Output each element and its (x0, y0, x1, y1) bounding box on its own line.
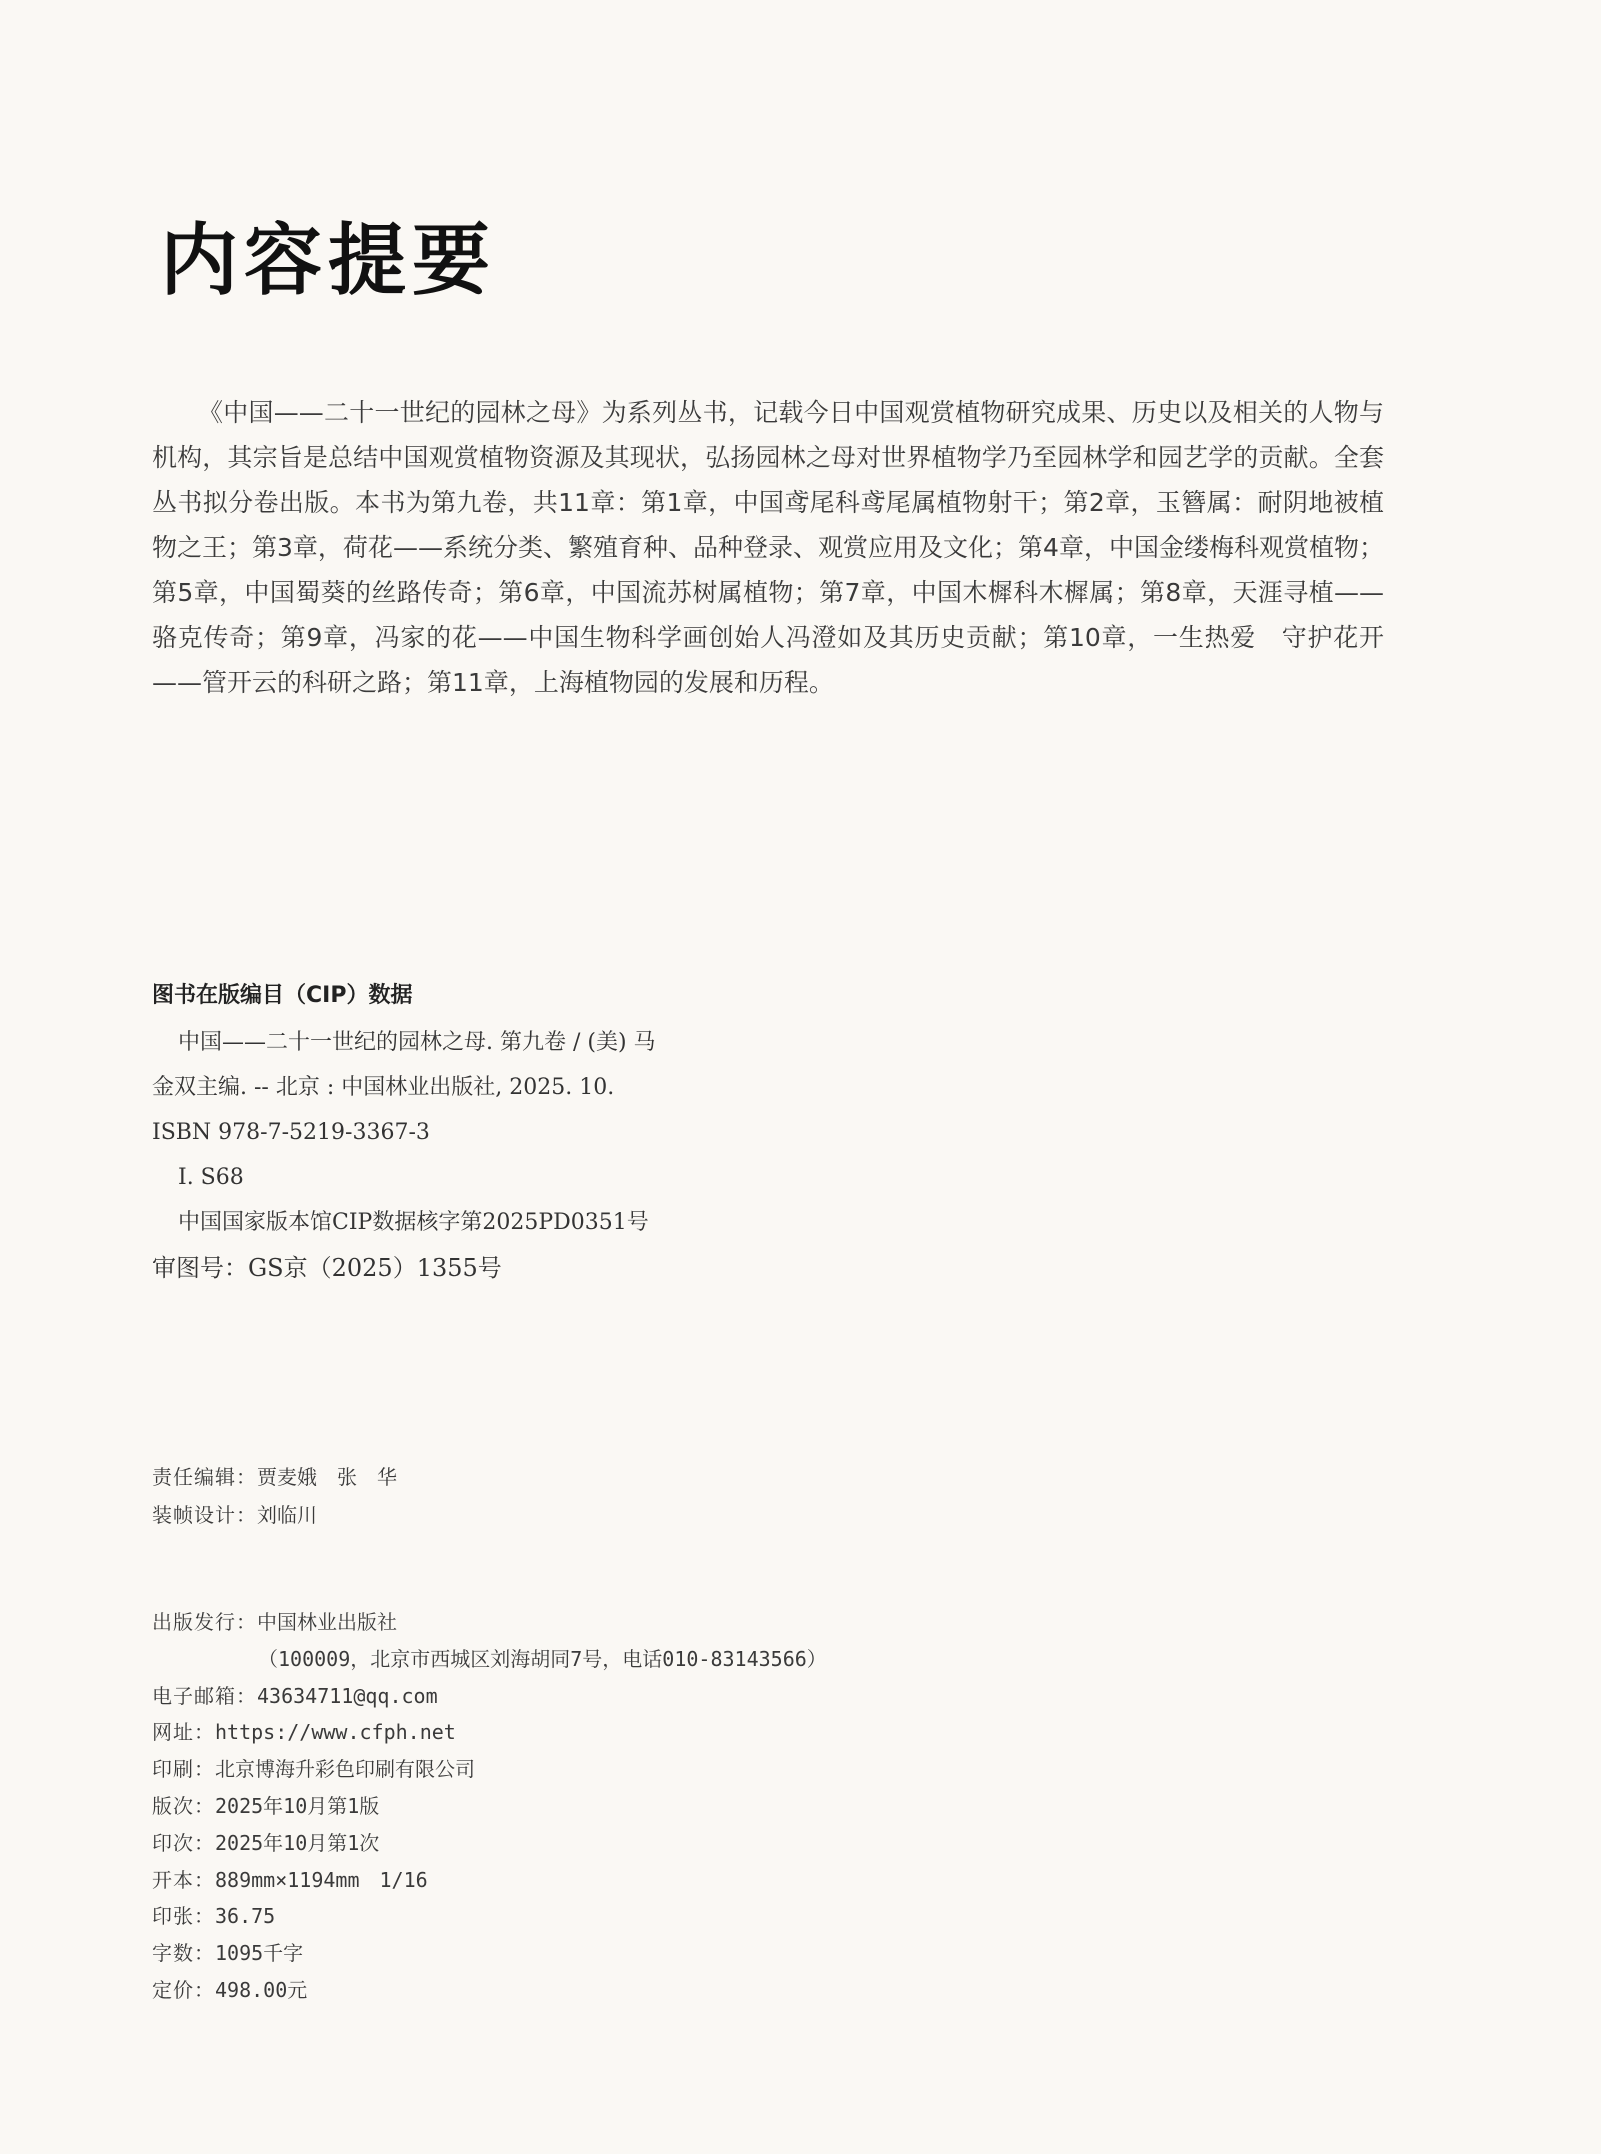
word-count-label: 字数： (152, 1941, 215, 1966)
cip-classification: Ⅰ. S68 (178, 1165, 244, 1190)
publisher (152, 1604, 827, 1641)
website (152, 1714, 827, 1751)
word-count (152, 1935, 827, 1972)
format-value: 889mm×1194mm 1/16 (215, 1867, 428, 1892)
email-label: 电子邮箱： (152, 1683, 257, 1708)
printed-sheets (152, 1898, 827, 1935)
content-summary: 《中国——二十一世纪的园林之母》为系列丛书，记载今日中国观赏植物研究成果、历史以及相关的人物与机构，其宗旨是总结中国观赏植物资源及其现状，弘扬园林之母对世界植物学乃至园林学和园艺学的贡献。全套丛书拟分卷出版。本书为第九卷，共11章：第1章，中国鸢尾科鸢尾属植物射干；第2章，玉簪属：耐阴地被植物之王；第3章，荷花——系统分类、繁殖育种、品种登录、观赏应用及文化；第4章，中国金缕梅科观赏植物；第5章，中国蜀葵的丝路传奇；第6章，中国流苏树属植物；第7章，中国木樨科木樨属；第8章，天涯寻植——骆克传奇；第9章，冯家的花——中国生物科学画创始人冯澄如及其历史贡献；第10章，一生热爱 守护花开——管开云的科研之路；第11章，上海植物园的发展和历程。 (152, 398, 1384, 697)
format-label: 开本： (152, 1867, 215, 1892)
email (152, 1678, 827, 1715)
publication-block (152, 1604, 827, 2009)
impression-value: 2025年10月第1次 (215, 1830, 380, 1855)
cover-design (152, 1496, 397, 1534)
website-value: https://www.cfph.net (215, 1720, 456, 1745)
page-title: 内容提要 (160, 215, 497, 306)
cip-editor-line: 金双主编. -- 北京 : 中国林业出版社, 2025. 10. (152, 1075, 615, 1100)
cip-number: 中国国家版本馆CIP数据核字第2025PD0351号 (178, 1210, 649, 1235)
responsible-editor (152, 1458, 397, 1496)
price (152, 1972, 827, 2009)
cover-design-value: 刘临川 (257, 1503, 317, 1527)
email-value: 43634711@qq.com (257, 1683, 438, 1708)
price-label: 定价： (152, 1977, 215, 2002)
impression (152, 1825, 827, 1862)
responsible-editor-label: 责任编辑： (152, 1465, 257, 1489)
format (152, 1862, 827, 1899)
price-value: 498.00元 (215, 1977, 308, 2002)
edition-label: 版次： (152, 1793, 215, 1818)
cip-block (152, 976, 1052, 1291)
printed-sheets-value: 36.75 (215, 1904, 276, 1929)
cip-heading: 图书在版编目（CIP）数据 (152, 983, 413, 1008)
word-count-value: 1095千字 (215, 1941, 304, 1966)
printer-value: 北京博海升彩色印刷有限公司 (215, 1757, 475, 1782)
map-review-number: 审图号：GS京（2025）1355号 (152, 1254, 502, 1282)
cip-isbn: ISBN 978-7-5219-3367-3 (152, 1120, 430, 1145)
publisher-value: 中国林业出版社 (257, 1610, 397, 1634)
website-label: 网址： (152, 1720, 215, 1745)
cip-title-line: 中国——二十一世纪的园林之母. 第九卷 / (美) 马 (178, 1030, 656, 1055)
printer (152, 1751, 827, 1788)
staff-block (152, 1458, 397, 1534)
printer-label: 印刷： (152, 1757, 215, 1782)
cover-design-label: 装帧设计： (152, 1503, 257, 1527)
printed-sheets-label: 印张： (152, 1904, 215, 1929)
edition (152, 1788, 827, 1825)
publisher-address: （100009，北京市西城区刘海胡同7号，电话010-83143566） (258, 1646, 827, 1671)
publisher-label: 出版发行： (152, 1610, 257, 1634)
impression-label: 印次： (152, 1830, 215, 1855)
edition-value: 2025年10月第1版 (215, 1793, 380, 1818)
responsible-editor-value: 贾麦娥 张 华 (257, 1465, 397, 1489)
